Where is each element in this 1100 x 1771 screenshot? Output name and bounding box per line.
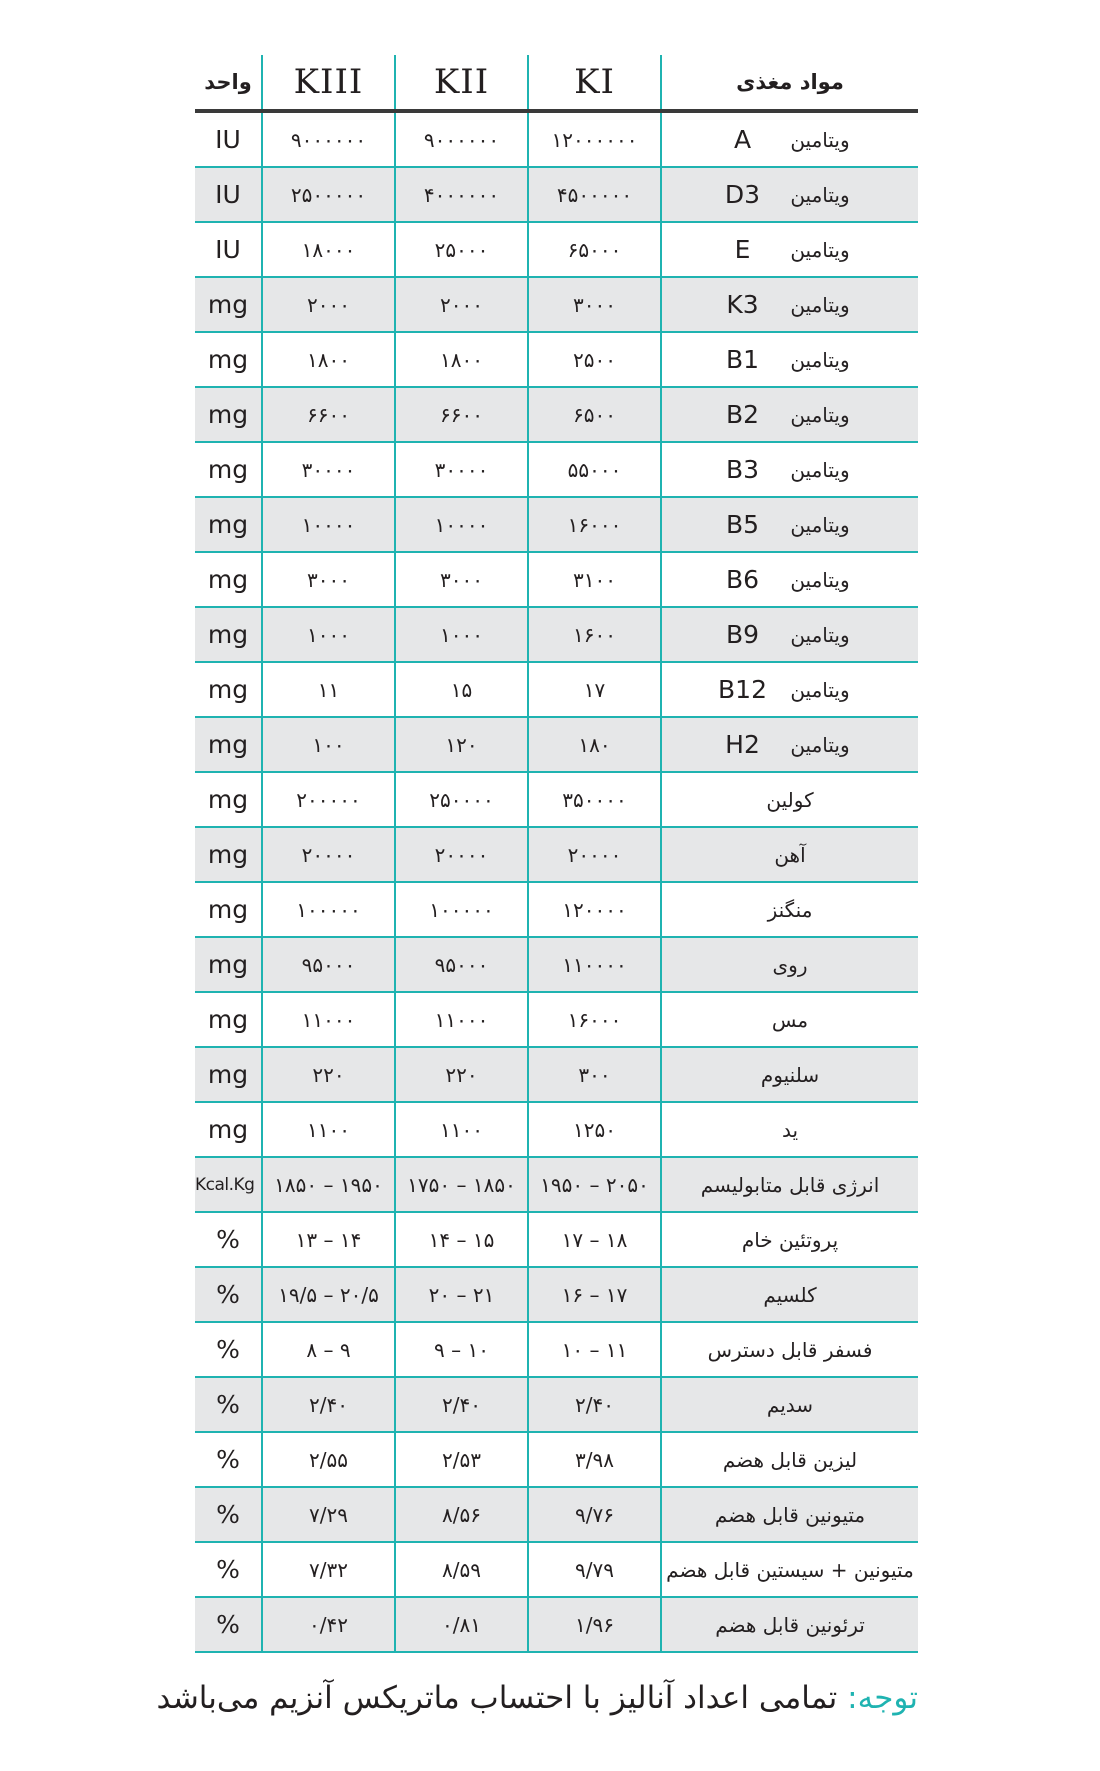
nutrient-name-cell: [661, 277, 918, 332]
table-row: [195, 937, 918, 992]
table-row: [195, 1322, 918, 1377]
vitamin-code: B2: [725, 400, 760, 429]
nutrient-name: سلنیوم: [760, 1062, 820, 1087]
k1-value: ۱۲۵۰: [528, 1102, 661, 1157]
k2-value: ۱۷۵۰ – ۱۸۵۰: [395, 1157, 528, 1212]
k2-value: ۱۴ – ۱۵: [395, 1212, 528, 1267]
k2-value: ۲/۴۰: [395, 1377, 528, 1432]
vitamin-word: ویتامین: [790, 347, 850, 372]
footnote: [157, 1680, 918, 1716]
k3-value: ۲۵۰۰۰۰۰: [262, 167, 395, 222]
k1-value: ۱۷: [528, 662, 661, 717]
k2-value: ۸/۵۶: [395, 1487, 528, 1542]
nutrient-name-cell: [661, 1432, 918, 1487]
k2-value: ۲۰۰۰۰: [395, 827, 528, 882]
table-row: [195, 717, 918, 772]
k3-value: ۱۱: [262, 662, 395, 717]
unit-cell: %: [195, 1267, 262, 1322]
k3-value: ۳۰۰۰۰: [262, 442, 395, 497]
k3-value: ۱۰۰۰۰: [262, 497, 395, 552]
k1-value: ۱۲۰۰۰۰: [528, 882, 661, 937]
nutrient-name-cell: [661, 1267, 918, 1322]
k1-value: ۱۸۰: [528, 717, 661, 772]
table-row: [195, 1432, 918, 1487]
unit-cell: %: [195, 1597, 262, 1652]
k2-value: ۲۰ – ۲۱: [395, 1267, 528, 1322]
k2-value: ۲۵۰۰۰: [395, 222, 528, 277]
vitamin-word: ویتامین: [790, 292, 850, 317]
k3-value: ۲۰۰۰۰: [262, 827, 395, 882]
unit-cell: mg: [195, 442, 262, 497]
k2-value: ۱۱۰۰: [395, 1102, 528, 1157]
table-row: [195, 1047, 918, 1102]
nutrient-name: لیزین قابل هضم: [722, 1447, 858, 1472]
nutrient-name: کلسیم: [763, 1282, 817, 1307]
table-row: [195, 882, 918, 937]
nutrient-name-cell: [661, 1487, 918, 1542]
unit-cell: mg: [195, 772, 262, 827]
vitamin-code: B1: [725, 345, 760, 374]
table-row: [195, 827, 918, 882]
k1-value: ۳۰۰۰: [528, 277, 661, 332]
k3-value: ۱۰۰۰۰۰: [262, 882, 395, 937]
nutrient-name: سدیم: [766, 1392, 814, 1417]
k3-value: ۰/۴۲: [262, 1597, 395, 1652]
k3-value: ۱۸۰۰۰: [262, 222, 395, 277]
nutrient-name: منگنز: [767, 897, 813, 922]
table-row: [195, 772, 918, 827]
k2-value: ۹۰۰۰۰۰۰: [395, 111, 528, 167]
k3-value: ۲۰۰۰: [262, 277, 395, 332]
vitamin-word: ویتامین: [790, 457, 850, 482]
table-row: [195, 387, 918, 442]
k2-value: ۱۰۰۰۰: [395, 497, 528, 552]
k1-value: ۲۵۰۰: [528, 332, 661, 387]
unit-cell: %: [195, 1487, 262, 1542]
k1-value: ۴۵۰۰۰۰۰: [528, 167, 661, 222]
unit-cell: mg: [195, 497, 262, 552]
k2-value: ۱۸۰۰: [395, 332, 528, 387]
table-row: [195, 1212, 918, 1267]
k2-value: ۳۰۰۰: [395, 552, 528, 607]
unit-cell: %: [195, 1377, 262, 1432]
table-header-row: [195, 55, 918, 111]
k3-value: ۳۰۰۰: [262, 552, 395, 607]
k3-value: ۱۹/۵ – ۲۰/۵: [262, 1267, 395, 1322]
k1-value: ۱۱۰۰۰۰: [528, 937, 661, 992]
vitamin-label: [662, 235, 918, 264]
unit-cell: %: [195, 1432, 262, 1487]
nutrient-name-cell: [661, 937, 918, 992]
table-row: [195, 1267, 918, 1322]
k3-value: ۱۳ – ۱۴: [262, 1212, 395, 1267]
nutrient-name-cell: [661, 1542, 918, 1597]
table-row: [195, 332, 918, 387]
nutrient-name: فسفر قابل دسترس: [707, 1337, 873, 1362]
nutrient-name: آهن: [774, 842, 806, 867]
vitamin-word: ویتامین: [790, 567, 850, 592]
nutrient-name-cell: [661, 1377, 918, 1432]
k2-value: ۲۰۰۰: [395, 277, 528, 332]
k3-value: ۱۰۰۰: [262, 607, 395, 662]
k1-value: ۱۶۰۰۰: [528, 992, 661, 1047]
k3-value: ۱۸۰۰: [262, 332, 395, 387]
nutrient-name-cell: [661, 607, 918, 662]
k1-value: ۱/۹۶: [528, 1597, 661, 1652]
header-nutrient: مواد مغذی: [661, 55, 918, 111]
k2-value: ۹ – ۱۰: [395, 1322, 528, 1377]
table-body: [195, 111, 918, 1652]
k2-value: ۱۰۰۰: [395, 607, 528, 662]
table-row: [195, 1377, 918, 1432]
k1-value: ۶۵۰۰: [528, 387, 661, 442]
k1-value: ۳/۹۸: [528, 1432, 661, 1487]
vitamin-word: ویتامین: [790, 622, 850, 647]
header-k3: KIII: [262, 55, 395, 111]
nutrient-name-cell: [661, 497, 918, 552]
k1-value: ۳۵۰۰۰۰: [528, 772, 661, 827]
k1-value: ۵۵۰۰۰: [528, 442, 661, 497]
header-k1: KI: [528, 55, 661, 111]
nutrient-name-cell: [661, 717, 918, 772]
footnote-text: تمامی اعداد آنالیز با احتساب ماتریکس آنزیم می‌باشد: [156, 1680, 848, 1716]
vitamin-label: [662, 180, 918, 209]
nutrient-name-cell: [661, 1212, 918, 1267]
table-row: [195, 222, 918, 277]
table-row: [195, 1487, 918, 1542]
header-k2: KII: [395, 55, 528, 111]
unit-cell: mg: [195, 277, 262, 332]
nutrient-name-cell: [661, 772, 918, 827]
vitamin-label: [662, 125, 918, 154]
k3-value: ۱۰۰: [262, 717, 395, 772]
unit-cell: IU: [195, 167, 262, 222]
vitamin-label: [662, 400, 918, 429]
k3-value: ۲۰۰۰۰۰: [262, 772, 395, 827]
k1-value: ۱۶۰۰۰: [528, 497, 661, 552]
nutrient-table-container: [195, 55, 918, 1653]
table-row: [195, 1157, 918, 1212]
k3-value: ۱۸۵۰ – ۱۹۵۰: [262, 1157, 395, 1212]
k2-value: ۲۵۰۰۰۰: [395, 772, 528, 827]
vitamin-label: [662, 620, 918, 649]
unit-cell: IU: [195, 222, 262, 277]
k1-value: ۲/۴۰: [528, 1377, 661, 1432]
footnote-label: توجه:: [847, 1680, 918, 1716]
unit-cell: mg: [195, 387, 262, 442]
nutrient-name: انرژی قابل متابولیسم: [700, 1172, 880, 1197]
unit-cell: mg: [195, 1102, 262, 1157]
nutrient-name-cell: [661, 552, 918, 607]
k3-value: ۷/۳۲: [262, 1542, 395, 1597]
unit-cell: mg: [195, 607, 262, 662]
k2-value: ۸/۵۹: [395, 1542, 528, 1597]
unit-cell: %: [195, 1212, 262, 1267]
k1-value: ۹/۷۶: [528, 1487, 661, 1542]
nutrient-name-cell: [661, 1597, 918, 1652]
k3-value: ۸ – ۹: [262, 1322, 395, 1377]
k2-value: ۲۲۰: [395, 1047, 528, 1102]
k2-value: ۱۱۰۰۰: [395, 992, 528, 1047]
k3-value: ۱۱۰۰: [262, 1102, 395, 1157]
nutrient-name-cell: [661, 167, 918, 222]
vitamin-label: [662, 290, 918, 319]
nutrient-name-cell: [661, 882, 918, 937]
nutrient-name: کولین: [766, 787, 814, 812]
k2-value: ۹۵۰۰۰: [395, 937, 528, 992]
vitamin-word: ویتامین: [790, 237, 850, 262]
vitamin-label: [662, 565, 918, 594]
k1-value: ۳۰۰: [528, 1047, 661, 1102]
unit-cell: IU: [195, 111, 262, 167]
vitamin-word: ویتامین: [790, 402, 850, 427]
k2-value: ۲/۵۳: [395, 1432, 528, 1487]
vitamin-word: ویتامین: [790, 732, 850, 757]
table-row: [195, 277, 918, 332]
k3-value: ۲/۴۰: [262, 1377, 395, 1432]
k1-value: ۱۶ – ۱۷: [528, 1267, 661, 1322]
vitamin-code: H2: [725, 730, 760, 759]
unit-cell: mg: [195, 717, 262, 772]
nutrient-name-cell: [661, 1157, 918, 1212]
table-row: [195, 497, 918, 552]
k3-value: ۱۱۰۰۰: [262, 992, 395, 1047]
nutrient-name-cell: [661, 387, 918, 442]
nutrient-table: [195, 55, 918, 1653]
unit-cell: mg: [195, 992, 262, 1047]
k1-value: ۳۱۰۰: [528, 552, 661, 607]
k3-value: ۹۵۰۰۰: [262, 937, 395, 992]
k2-value: ۱۲۰: [395, 717, 528, 772]
nutrient-name: مس: [771, 1007, 809, 1032]
k2-value: ۳۰۰۰۰: [395, 442, 528, 497]
table-row: [195, 1597, 918, 1652]
k1-value: ۹/۷۹: [528, 1542, 661, 1597]
k1-value: ۱۹۵۰ – ۲۰۵۰: [528, 1157, 661, 1212]
vitamin-word: ویتامین: [790, 182, 850, 207]
nutrient-name-cell: [661, 992, 918, 1047]
vitamin-word: ویتامین: [790, 677, 850, 702]
unit-cell: %: [195, 1542, 262, 1597]
vitamin-label: [662, 730, 918, 759]
nutrient-name-cell: [661, 111, 918, 167]
nutrient-name-cell: [661, 442, 918, 497]
k3-value: ۹۰۰۰۰۰۰: [262, 111, 395, 167]
table-row: [195, 111, 918, 167]
vitamin-code: B9: [725, 620, 760, 649]
nutrient-name-cell: [661, 1102, 918, 1157]
k1-value: ۱۲۰۰۰۰۰۰: [528, 111, 661, 167]
k2-value: ۰/۸۱: [395, 1597, 528, 1652]
nutrient-name: متیونین قابل هضم: [714, 1502, 866, 1527]
table-row: [195, 662, 918, 717]
nutrient-name-cell: [661, 1047, 918, 1102]
vitamin-label: [662, 345, 918, 374]
k3-value: ۲/۵۵: [262, 1432, 395, 1487]
nutrient-name-cell: [661, 332, 918, 387]
table-row: [195, 552, 918, 607]
k2-value: ۶۶۰۰: [395, 387, 528, 442]
unit-cell: mg: [195, 332, 262, 387]
unit-cell: Kcal.Kg: [195, 1157, 262, 1212]
table-row: [195, 1542, 918, 1597]
k2-value: ۴۰۰۰۰۰۰: [395, 167, 528, 222]
vitamin-code: A: [733, 125, 752, 154]
nutrient-name: متیونین + سیستین قابل هضم: [666, 1557, 914, 1582]
unit-cell: mg: [195, 662, 262, 717]
vitamin-code: B5: [725, 510, 760, 539]
vitamin-code: D3: [724, 180, 761, 209]
vitamin-code: K3: [726, 290, 759, 319]
nutrient-name-cell: [661, 662, 918, 717]
unit-cell: mg: [195, 937, 262, 992]
k2-value: ۱۵: [395, 662, 528, 717]
k3-value: ۷/۲۹: [262, 1487, 395, 1542]
unit-cell: mg: [195, 552, 262, 607]
vitamin-code: E: [734, 235, 751, 264]
table-row: [195, 167, 918, 222]
unit-cell: mg: [195, 827, 262, 882]
nutrient-name: پروتئین خام: [741, 1227, 839, 1252]
table-row: [195, 992, 918, 1047]
unit-cell: mg: [195, 882, 262, 937]
vitamin-code: B12: [718, 675, 767, 704]
nutrient-name-cell: [661, 222, 918, 277]
nutrient-name-cell: [661, 827, 918, 882]
nutrient-name: روی: [772, 952, 808, 977]
vitamin-code: B3: [725, 455, 760, 484]
nutrient-name-cell: [661, 1322, 918, 1377]
k1-value: ۲۰۰۰۰: [528, 827, 661, 882]
header-unit: واحد: [195, 55, 262, 111]
vitamin-word: ویتامین: [790, 512, 850, 537]
unit-cell: mg: [195, 1047, 262, 1102]
unit-cell: %: [195, 1322, 262, 1377]
vitamin-label: [662, 455, 918, 484]
k1-value: ۶۵۰۰۰: [528, 222, 661, 277]
k1-value: ۱۶۰۰: [528, 607, 661, 662]
vitamin-label: [662, 675, 918, 704]
k2-value: ۱۰۰۰۰۰: [395, 882, 528, 937]
nutrient-name: ید: [781, 1117, 799, 1142]
vitamin-label: [662, 510, 918, 539]
k3-value: ۲۲۰: [262, 1047, 395, 1102]
vitamin-code: B6: [725, 565, 760, 594]
vitamin-word: ویتامین: [790, 127, 850, 152]
k3-value: ۶۶۰۰: [262, 387, 395, 442]
table-row: [195, 442, 918, 497]
k1-value: ۱۰ – ۱۱: [528, 1322, 661, 1377]
table-row: [195, 1102, 918, 1157]
table-row: [195, 607, 918, 662]
k1-value: ۱۷ – ۱۸: [528, 1212, 661, 1267]
nutrient-name: ترئونین قابل هضم: [715, 1612, 865, 1637]
